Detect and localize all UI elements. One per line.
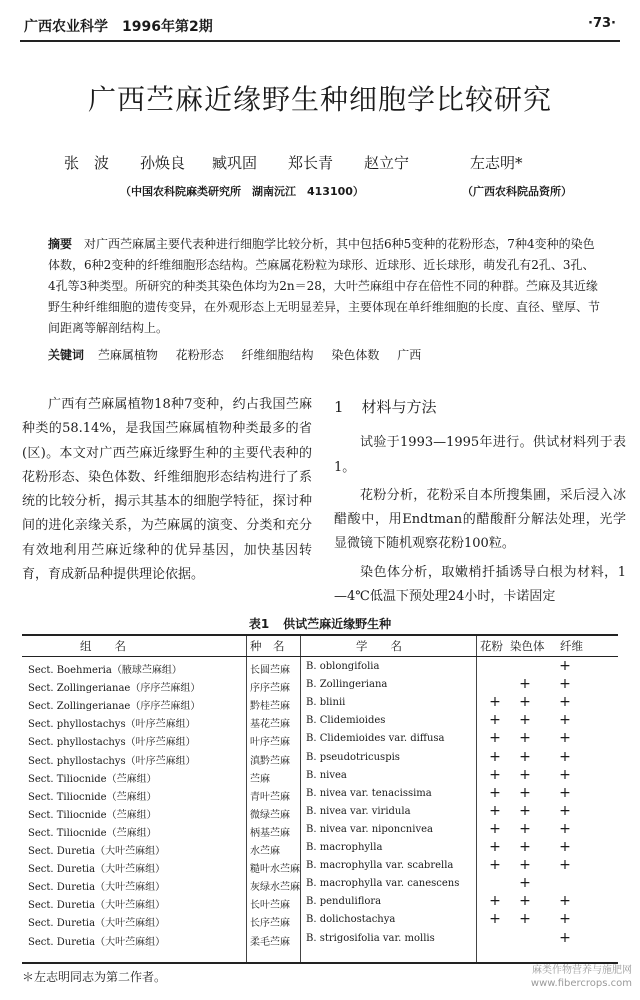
running-header [24, 14, 616, 38]
chromosome-mark: + [519, 730, 531, 747]
author: 臧巩固 [212, 154, 258, 172]
species-cell: 微绿苎麻 [250, 809, 290, 821]
table-header-group: 组 名 [80, 639, 126, 653]
species-cell: 叶序苎麻 [250, 737, 290, 749]
paper-title: 广西苎麻近缘野生种细胞学比较研究 [87, 83, 552, 116]
pollen-mark: + [489, 748, 501, 765]
chromosome-mark: + [519, 893, 531, 910]
table-row [22, 912, 618, 930]
table-row [22, 768, 618, 786]
table-row [22, 695, 618, 713]
latin-name-cell: B. pseudotricuspis [306, 751, 400, 763]
author: 郑长青 [288, 154, 334, 172]
introduction-paragraph: 广西有苎麻属植物18种7变种，约占我国苎麻种类的58.14%，是我国苎麻属植物种类最多的省(区)。本文对广西苎麻近缘野生种的主要代表种的花粉形态、染色体数、纤维细胞形态结构进行了系统的比较分析，揭示其基本的细胞学特征，探讨种间的进化亲缘关系，为苎麻属的演变、分类和充分有效地利用苎麻近缘种的优异基因，加快基因转育，育成新品种提供理论依据。 [22, 397, 312, 583]
fiber-mark: + [559, 784, 571, 801]
chromosome-mark: + [519, 802, 531, 819]
fiber-mark: + [559, 676, 571, 693]
chromosome-mark: + [519, 839, 531, 855]
chromosome-mark: + [519, 857, 531, 874]
latin-name-cell: B. macrophylla var. scabrella [306, 860, 454, 872]
chromosome-mark: + [519, 784, 531, 801]
fiber-mark: + [559, 929, 571, 946]
methods-paragraph: 试验于1993—1995年进行。供试材料列于表1。 [334, 435, 626, 475]
chromosome-mark: + [519, 676, 531, 693]
keyword: 染色体数 [331, 348, 380, 362]
latin-name-cell: B. Zollingeriana [306, 679, 388, 691]
watermark-line: 麻类作物营养与施肥网 [532, 965, 632, 976]
latin-name-cell: B. nivea [306, 769, 347, 781]
keyword: 广西 [397, 348, 422, 362]
pollen-mark: + [489, 694, 501, 711]
species-cell: 灰绿水苎麻 [250, 882, 300, 894]
table-header-chromosome: 染色体 [510, 639, 545, 653]
latin-name-cell: B. Clidemioides [306, 715, 386, 727]
author: 孙焕良 [140, 154, 186, 172]
chromosome-mark: + [519, 875, 531, 892]
pollen-mark: + [489, 730, 501, 747]
fiber-mark: + [559, 839, 571, 855]
pollen-mark: + [489, 784, 501, 801]
table-header-pollen: 花粉 [480, 639, 503, 653]
pollen-mark: + [489, 857, 501, 874]
header-rule [20, 40, 620, 42]
group-cell: Sect. Duretia（大叶苎麻组） [28, 900, 166, 912]
section-heading [334, 395, 626, 419]
latin-name-cell: B. nivea var. niponcnivea [306, 823, 433, 835]
methods-paragraph: 花粉分析，花粉采自本所搜集圃，采后浸入冰醋酸中，用Endtman的醋酸酐分解法处理，光学显微镜下随机观察花粉100粒。 [334, 487, 626, 552]
author: 左志明* [470, 154, 523, 172]
affiliation-secondary: （广西农科院品资所） [462, 185, 572, 198]
species-cell: 长叶苎麻 [250, 900, 290, 912]
table-top-rule [22, 634, 618, 636]
group-cell: Sect. Boehmeria（腋球苎麻组） [28, 665, 182, 676]
pollen-mark: + [489, 802, 501, 819]
fiber-mark: + [559, 820, 571, 837]
chromosome-mark: + [519, 911, 531, 928]
chromosome-mark: + [519, 712, 531, 729]
methods-paragraph: 染色体分析，取嫩梢扦插诱导白根为材料，1—4℃低温下预处理24小时，卡诺固定 [334, 564, 626, 605]
author: 张 波 [64, 154, 110, 172]
journal-issue: 广西农业科学 1996年第2期 [24, 19, 213, 35]
group-cell: Sect. Duretia（大叶苎麻组） [28, 882, 166, 894]
pollen-mark: + [489, 893, 501, 910]
table-caption-text: 供试苎麻近缘野生种 [283, 617, 392, 631]
group-cell: Sect. Duretia（大叶苎麻组） [28, 864, 166, 876]
table-row [22, 858, 618, 876]
abstract-text: 对广西苎麻属主要代表种进行细胞学比较分析，其中包括6种5变种的花粉形态，7种4变种的染色体数，6种2变种的纤维细胞形态结构。苎麻属花粉粒为球形、近球形、近长球形，萌发孔有2孔、3孔、4孔等3种类型。所研究的种类其染色体均为2n＝28，大叶苎麻组中存在倍性不同的种群。苎麻及其近缘野生种纤维细胞的遗传变异，在外观形态上无明显差异，主要体现在单纤维细胞的长度、直径、壁厚、节间距离等解剖结构上。 [48, 237, 601, 335]
group-cell: Sect. phyllostachys（叶序苎麻组） [28, 719, 196, 731]
group-cell: Sect. phyllostachys（叶序苎麻组） [28, 755, 196, 767]
latin-name-cell: B. nivea var. tenacissima [306, 787, 432, 799]
table-row [22, 659, 618, 677]
latin-name-cell: B. strigosifolia var. mollis [306, 932, 435, 944]
species-cell: 糙叶水苎麻 [250, 864, 300, 876]
pollen-mark: + [489, 712, 501, 729]
abstract [48, 234, 600, 339]
species-cell: 滇黔苎麻 [250, 755, 290, 767]
group-cell: Sect. Zollingerianae（序序苎麻组） [28, 683, 201, 695]
species-cell: 长圆苎麻 [250, 665, 290, 676]
section-title: 材料与方法 [361, 398, 437, 416]
keywords-label: 关键词 [48, 348, 85, 362]
table-header-rule [22, 656, 618, 657]
latin-name-cell: B. dolichostachya [306, 914, 396, 926]
table-row [22, 840, 618, 858]
author: 赵立宁 [364, 154, 410, 172]
group-cell: Sect. Zollingerianae（序序苎麻组） [28, 701, 201, 713]
keyword: 纤维细胞结构 [241, 348, 314, 362]
chromosome-mark: + [519, 766, 531, 783]
fiber-mark: + [559, 748, 571, 765]
table-number: 表1 [248, 617, 270, 631]
table-row [22, 876, 618, 894]
table-row [22, 677, 618, 695]
species-cell: 序序苎麻 [250, 683, 290, 695]
table-row [22, 822, 618, 840]
fiber-mark: + [559, 911, 571, 928]
latin-name-cell: B. Clidemioides var. diffusa [306, 733, 445, 745]
table-row [22, 750, 618, 768]
keywords [48, 346, 608, 363]
watermark [531, 964, 632, 990]
group-cell: Sect. Tiliocnide（苎麻组） [28, 809, 157, 821]
affiliation-primary: （中国农科院麻类研究所 湖南沅江 413100） [120, 185, 364, 198]
pollen-mark: + [489, 839, 501, 855]
table-row [22, 713, 618, 731]
footnote: ＊左志明同志为第二作者。 [22, 970, 167, 984]
group-cell: Sect. Tiliocnide（苎麻组） [28, 827, 157, 839]
latin-name-cell: B. macrophylla [306, 842, 383, 853]
section-number: 1 [334, 398, 344, 416]
chromosome-mark: + [519, 820, 531, 837]
latin-name-cell: B. macrophylla var. canescens [306, 878, 460, 890]
species-cell: 柄基苎麻 [250, 827, 290, 839]
group-cell: Sect. phyllostachys（叶序苎麻组） [28, 737, 196, 749]
table-header-species: 种 名 [250, 639, 285, 653]
group-cell: Sect. Duretia（大叶苎麻组） [28, 918, 166, 930]
latin-name-cell: B. nivea var. viridula [306, 805, 411, 817]
species-cell: 苎麻 [250, 773, 270, 785]
table-bottom-rule [22, 962, 618, 964]
species-cell: 柔毛苎麻 [250, 936, 290, 948]
table-row [22, 804, 618, 822]
page-number: ·73· [588, 16, 616, 31]
fiber-mark: + [559, 802, 571, 819]
group-cell: Sect. Tiliocnide（苎麻组） [28, 791, 157, 803]
table-row [22, 786, 618, 804]
pollen-mark: + [489, 911, 501, 928]
table-header-latin: 学 名 [356, 639, 402, 653]
species-cell: 青叶苎麻 [250, 791, 290, 803]
fiber-mark: + [559, 857, 571, 874]
fiber-mark: + [559, 712, 571, 729]
species-cell: 长序苎麻 [250, 918, 290, 930]
fiber-mark: + [559, 893, 571, 910]
species-cell: 黔桂苎麻 [250, 701, 290, 713]
table-row [22, 731, 618, 749]
keyword: 苎麻属植物 [97, 348, 158, 362]
latin-name-cell: B. blinii [306, 697, 346, 709]
table-row [22, 931, 618, 949]
chromosome-mark: + [519, 694, 531, 711]
watermark-line: www.fibercrops.com [530, 978, 632, 989]
fiber-mark: + [559, 730, 571, 747]
pollen-mark: + [489, 820, 501, 837]
methods-column [334, 393, 626, 613]
species-cell: 水苎麻 [250, 846, 280, 857]
introduction-column [22, 393, 312, 587]
chromosome-mark: + [519, 748, 531, 765]
fiber-mark: + [559, 766, 571, 783]
abstract-label: 摘要 [48, 237, 73, 251]
latin-name-cell: B. penduliflora [306, 896, 382, 908]
pollen-mark: + [489, 766, 501, 783]
table-caption [0, 615, 640, 632]
table-row [22, 894, 618, 912]
group-cell: Sect. Duretia（大叶苎麻组） [28, 846, 166, 857]
fiber-mark: + [559, 694, 571, 711]
group-cell: Sect. Tiliocnide（苎麻组） [28, 773, 157, 785]
keyword: 花粉形态 [175, 348, 224, 362]
species-cell: 基花苎麻 [250, 719, 290, 731]
group-cell: Sect. Duretia（大叶苎麻组） [28, 936, 166, 948]
latin-name-cell: B. oblongifolia [306, 661, 380, 672]
table-header-fiber: 纤维 [560, 639, 583, 653]
fiber-mark: + [559, 658, 571, 674]
